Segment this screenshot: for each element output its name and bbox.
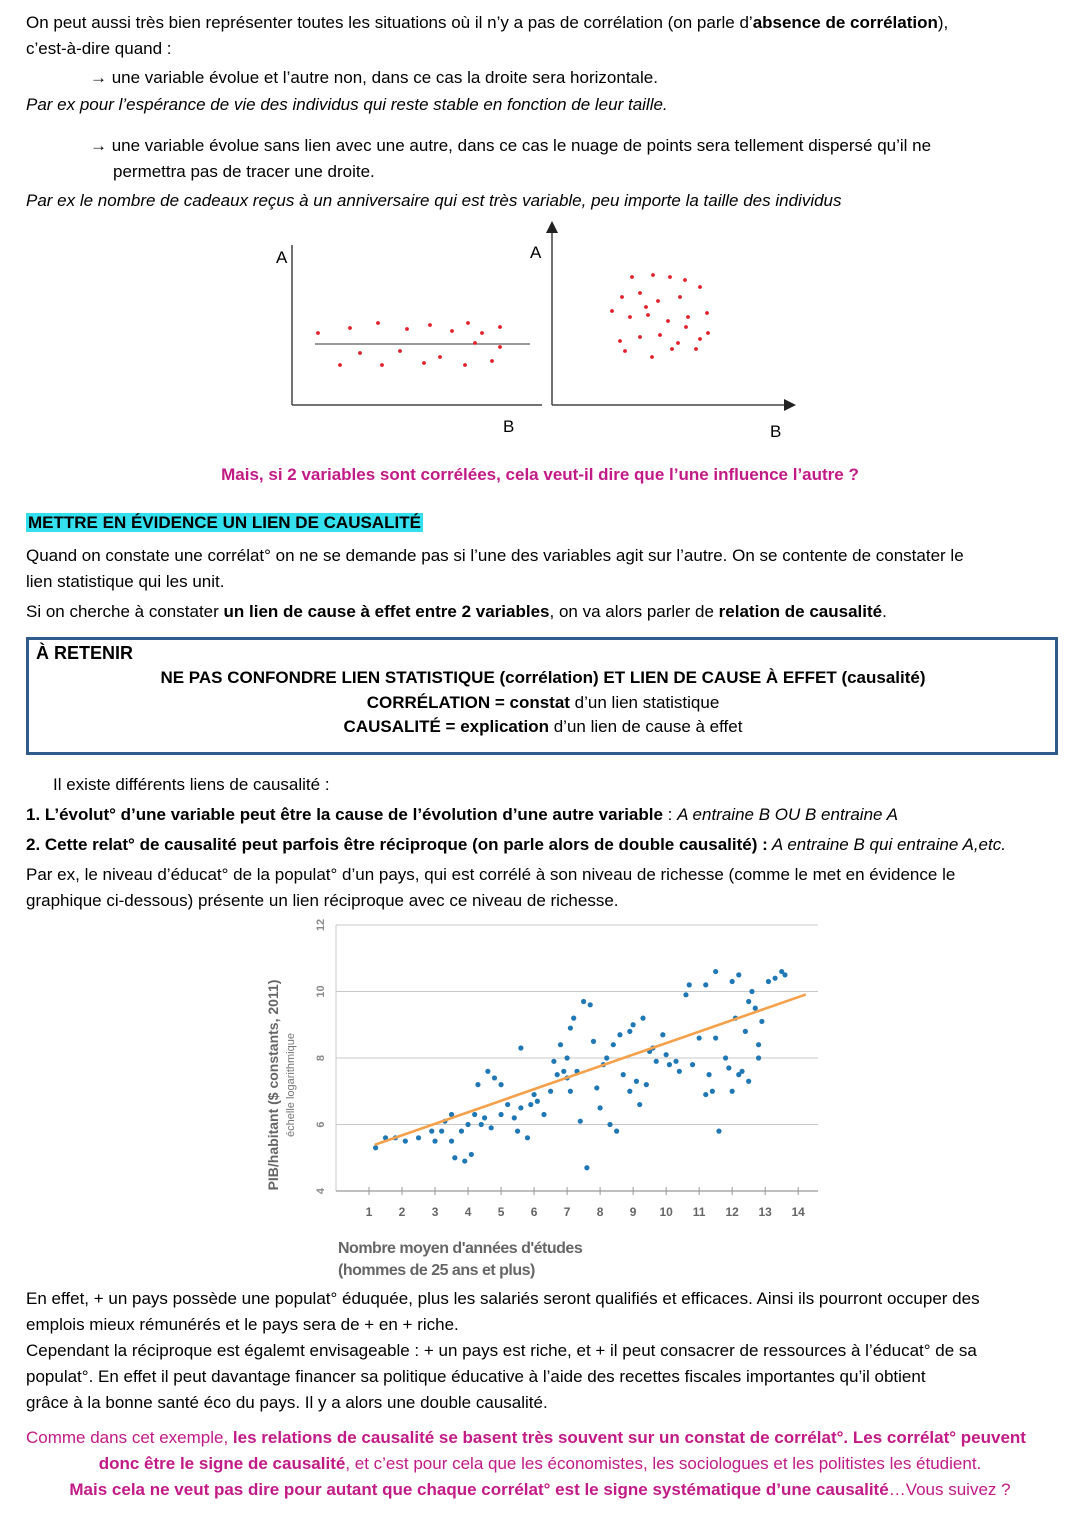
red-point bbox=[450, 329, 454, 333]
left-axis-a-label: A bbox=[276, 248, 288, 267]
chart-x-tick-label: 4 bbox=[464, 1205, 472, 1219]
chart-point bbox=[459, 1129, 464, 1134]
red-point bbox=[490, 359, 494, 363]
chart-x-label-2: (hommes de 25 ans et plus) bbox=[338, 1262, 535, 1279]
chart-x-tick-label: 8 bbox=[596, 1205, 604, 1219]
links-item-1-bold: 1. L’évolut° d’une variable peut être la cause de l’évolution d’une autre variable bbox=[26, 805, 663, 824]
chart-point bbox=[756, 1042, 761, 1047]
links-item-2 bbox=[26, 834, 1006, 856]
section-p2-pre: Si on cherche à constater bbox=[26, 602, 224, 621]
red-point bbox=[348, 326, 352, 330]
red-point bbox=[380, 363, 384, 367]
retenir-correlation: CORRÉLATION = constat bbox=[366, 693, 570, 712]
chart-point bbox=[581, 999, 586, 1004]
chart-point bbox=[617, 1032, 622, 1037]
chart-point bbox=[449, 1139, 454, 1144]
red-point bbox=[638, 335, 642, 339]
chart-point bbox=[703, 1092, 708, 1097]
chart-x-tick-label: 13 bbox=[758, 1205, 772, 1219]
chart-point bbox=[485, 1069, 490, 1074]
chart-point bbox=[660, 1032, 665, 1037]
chart-point bbox=[706, 1072, 711, 1077]
chart-x-tick-label: 5 bbox=[497, 1205, 505, 1219]
chart-x-tick-label: 10 bbox=[659, 1205, 673, 1219]
chart-point bbox=[664, 1052, 669, 1057]
red-point bbox=[438, 355, 442, 359]
chart-point bbox=[373, 1145, 378, 1150]
red-point bbox=[646, 313, 650, 317]
section-p2-bold2: relation de causalité bbox=[718, 602, 883, 621]
red-point bbox=[668, 275, 672, 279]
red-point bbox=[620, 295, 624, 299]
chart-point bbox=[525, 1135, 530, 1140]
chart-point bbox=[489, 1125, 494, 1130]
chart-point bbox=[479, 1122, 484, 1127]
chart-point bbox=[736, 1072, 741, 1077]
links-item-1 bbox=[26, 804, 898, 826]
chart-point bbox=[736, 972, 741, 977]
chart-point bbox=[518, 1045, 523, 1050]
conclusion-p2-line2: populat°. En effet il peut davantage financer sa politique éducative à l’aide des recettes fiscales importantes qu’il obtient bbox=[26, 1367, 926, 1386]
example-life-expectancy: Par ex pour l’espérance de vie des individus qui reste stable en fonction de leur taille. bbox=[26, 95, 668, 114]
retenir-causalite: CAUSALITÉ = explication bbox=[343, 717, 549, 736]
chart-point bbox=[403, 1139, 408, 1144]
chart-point bbox=[555, 1072, 560, 1077]
chart-point bbox=[766, 979, 771, 984]
red-point bbox=[650, 355, 654, 359]
chart-point bbox=[551, 1059, 556, 1064]
chart-x-tick-label: 2 bbox=[398, 1205, 406, 1219]
chart-x-tick-label: 7 bbox=[563, 1205, 571, 1219]
chart-y-label-scale: échelle logarithmique bbox=[285, 1033, 297, 1137]
left-figure bbox=[276, 245, 542, 436]
conclusion-final-line3 bbox=[0, 1479, 1080, 1501]
red-point bbox=[338, 363, 342, 367]
chart-point bbox=[634, 1079, 639, 1084]
retenir-line-2 bbox=[0, 692, 1080, 714]
red-point bbox=[623, 349, 627, 353]
chart-point bbox=[475, 1082, 480, 1087]
conclusion-final-line1 bbox=[26, 1427, 1026, 1449]
retenir-correlation-rest: d’un lien statistique bbox=[569, 693, 720, 712]
red-point bbox=[694, 347, 698, 351]
education-gdp-chart bbox=[250, 915, 830, 1285]
chart-point bbox=[753, 1006, 758, 1011]
chart-point bbox=[465, 1122, 470, 1127]
right-axis-b-label: B bbox=[770, 422, 782, 441]
chart-point bbox=[429, 1129, 434, 1134]
red-point bbox=[658, 333, 662, 337]
chart-x-tick-labels bbox=[366, 1205, 806, 1219]
chart-point bbox=[439, 1129, 444, 1134]
chart-point bbox=[749, 989, 754, 994]
chart-x-tick-label: 3 bbox=[431, 1205, 439, 1219]
chart-point bbox=[697, 1035, 702, 1040]
chart-point bbox=[759, 1019, 764, 1024]
intro-bold: absence de corrélation bbox=[752, 13, 938, 32]
chart-point bbox=[687, 982, 692, 987]
chart-point bbox=[627, 1029, 632, 1034]
chart-point bbox=[535, 1099, 540, 1104]
links-item-2-italic: A entraine B qui entraine A,etc. bbox=[767, 835, 1006, 854]
chart-point bbox=[482, 1115, 487, 1120]
chart-point bbox=[621, 1072, 626, 1077]
conclusion-final-bold3: Mais cela ne veut pas dire pour autant que chaque corrélat° est le signe systématique d’une causalité bbox=[69, 1480, 889, 1499]
chart-point bbox=[505, 1102, 510, 1107]
red-point bbox=[422, 361, 426, 365]
chart-point bbox=[690, 1062, 695, 1067]
chart-point bbox=[730, 1089, 735, 1094]
chart-point bbox=[416, 1135, 421, 1140]
bullet-horizontal: → une variable évolue et l’autre non, dans ce cas la droite sera horizontale. bbox=[90, 68, 658, 87]
red-point bbox=[628, 315, 632, 319]
right-axis-a-label: A bbox=[530, 243, 542, 262]
left-axis-b-label: B bbox=[503, 417, 515, 436]
chart-y-label: PIB/habitant ($ constants, 2011) bbox=[265, 979, 281, 1191]
links-item-2-bold: 2. Cette relat° de causalité peut parfois être réciproque (on parle alors de double causalité) : bbox=[26, 835, 768, 854]
chart-point bbox=[462, 1158, 467, 1163]
chart-point bbox=[746, 999, 751, 1004]
chart-point bbox=[598, 1105, 603, 1110]
links-example-line2: graphique ci-dessous) présente un lien réciproque avec ce niveau de richesse. bbox=[26, 891, 619, 910]
chart-y-tick-label: 8 bbox=[315, 1054, 327, 1062]
chart-point bbox=[561, 1069, 566, 1074]
red-point bbox=[706, 331, 710, 335]
chart-point bbox=[594, 1085, 599, 1090]
red-point bbox=[405, 327, 409, 331]
red-point bbox=[651, 273, 655, 277]
chart-point bbox=[654, 1059, 659, 1064]
red-point bbox=[498, 325, 502, 329]
no-correlation-figures bbox=[260, 215, 820, 445]
chart-point bbox=[452, 1155, 457, 1160]
right-figure bbox=[530, 227, 790, 441]
chart-point bbox=[644, 1082, 649, 1087]
chart-x-tick-label: 9 bbox=[629, 1205, 637, 1219]
chart-point bbox=[743, 1029, 748, 1034]
conclusion-p1-line1: En effet, + un pays possède une populat° éduquée, plus les salariés seront qualifiés et efficaces. Ainsi ils pourront occuper des bbox=[26, 1289, 980, 1308]
conclusion-final-bold2: donc être le signe de causalité bbox=[98, 1454, 346, 1473]
chart-point bbox=[703, 982, 708, 987]
chart-point bbox=[518, 1105, 523, 1110]
section-p1-line1: Quand on constate une corrélat° on ne se demande pas si l’une des variables agit sur l’autre. On se contente de constater le bbox=[26, 546, 964, 565]
chart-point bbox=[713, 1035, 718, 1040]
links-intro: Il existe différents liens de causalité : bbox=[53, 775, 330, 794]
chart-point bbox=[528, 1102, 533, 1107]
chart-point bbox=[756, 1055, 761, 1060]
chart-point bbox=[607, 1122, 612, 1127]
intro-line-1 bbox=[26, 12, 948, 34]
conclusion-p2-line1: Cependant la réciproque est égalemt envisageable : + un pays est riche, et + il peut consacrer de ressources à l’éducat° de sa bbox=[26, 1341, 977, 1360]
links-example-line1: Par ex, le niveau d’éducat° de la populat° d’un pays, qui est corrélé à son niveau de richesse (comme le met en évidence le bbox=[26, 865, 956, 884]
chart-point bbox=[637, 1102, 642, 1107]
retenir-causalite-rest: d’un lien de cause à effet bbox=[549, 717, 743, 736]
red-point bbox=[463, 363, 467, 367]
conclusion-p1-line2: emplois mieux rémunérés et le pays sera de + en + riche. bbox=[26, 1315, 459, 1334]
chart-points bbox=[373, 969, 788, 1170]
chart-point bbox=[515, 1129, 520, 1134]
chart-y-tick-label: 4 bbox=[315, 1187, 327, 1195]
chart-x-tick-label: 6 bbox=[530, 1205, 538, 1219]
intro-text-end: ), bbox=[937, 13, 949, 32]
chart-point bbox=[627, 1089, 632, 1094]
chart-point bbox=[611, 1042, 616, 1047]
chart-point bbox=[492, 1075, 497, 1080]
chart-x-label: Nombre moyen d'années d'études bbox=[338, 1240, 583, 1257]
right-points bbox=[610, 273, 710, 359]
chart-y-tick-label: 6 bbox=[315, 1121, 327, 1128]
chart-point bbox=[591, 1039, 596, 1044]
chart-y-tick-labels bbox=[315, 919, 327, 1194]
retenir-label: À RETENIR bbox=[36, 643, 134, 663]
chart-point bbox=[578, 1119, 583, 1124]
red-point bbox=[705, 311, 709, 315]
section-p2-bold1: un lien de cause à effet entre 2 variables bbox=[223, 602, 550, 621]
chart-point bbox=[640, 1016, 645, 1021]
section-heading bbox=[26, 512, 423, 534]
red-point bbox=[686, 315, 690, 319]
chart-x-axis bbox=[336, 1187, 818, 1195]
intro-line-2: c’est-à-dire quand : bbox=[26, 39, 172, 58]
chart-point bbox=[683, 992, 688, 997]
red-point bbox=[466, 321, 470, 325]
red-point bbox=[638, 291, 642, 295]
chart-point bbox=[564, 1055, 569, 1060]
chart-point bbox=[730, 979, 735, 984]
chart-point bbox=[614, 1129, 619, 1134]
red-point bbox=[473, 341, 477, 345]
section-heading-text: METTRE EN ÉVIDENCE UN LIEN DE CAUSALITÉ bbox=[28, 513, 421, 532]
chart-point bbox=[710, 1089, 715, 1094]
chart-y-tick-label: 12 bbox=[315, 918, 327, 932]
chart-point bbox=[568, 1025, 573, 1030]
red-point bbox=[316, 331, 320, 335]
red-point bbox=[698, 285, 702, 289]
chart-point bbox=[472, 1112, 477, 1117]
chart-x-tick-label: 12 bbox=[725, 1205, 739, 1219]
chart-point bbox=[512, 1115, 517, 1120]
intro-text: On peut aussi très bien représenter toutes les situations où il n’y a pas de corrélation (on parle d’ bbox=[26, 13, 753, 32]
red-point bbox=[610, 309, 614, 313]
red-point bbox=[398, 349, 402, 353]
chart-point bbox=[568, 1089, 573, 1094]
question: Mais, si 2 variables sont corrélées, cela veut-il dire que l’une influence l’autre ? bbox=[221, 465, 859, 484]
chart-x-tick-label: 14 bbox=[791, 1205, 805, 1219]
links-item-1-sep: : bbox=[662, 805, 678, 824]
red-point bbox=[630, 275, 634, 279]
chart-point bbox=[469, 1152, 474, 1157]
chart-point bbox=[588, 1002, 593, 1007]
chart-point bbox=[631, 1022, 636, 1027]
chart-point bbox=[604, 1055, 609, 1060]
red-point bbox=[480, 331, 484, 335]
red-point bbox=[618, 339, 622, 343]
chart-point bbox=[498, 1112, 503, 1117]
red-point bbox=[676, 341, 680, 345]
example-gifts: Par ex le nombre de cadeaux reçus à un anniversaire qui est très variable, peu importe la taille des individus bbox=[26, 191, 842, 210]
chart-x-tick-label: 1 bbox=[365, 1205, 373, 1219]
red-point bbox=[498, 345, 502, 349]
red-point bbox=[684, 325, 688, 329]
chart-x-tick-label: 11 bbox=[692, 1205, 706, 1219]
chart-point bbox=[716, 1129, 721, 1134]
red-point bbox=[670, 347, 674, 351]
chart-point bbox=[677, 1069, 682, 1074]
chart-point bbox=[673, 1059, 678, 1064]
red-point bbox=[358, 351, 362, 355]
retenir-line-3 bbox=[0, 716, 1080, 738]
red-point bbox=[644, 305, 648, 309]
chart-point bbox=[432, 1139, 437, 1144]
conclusion-p2-line3: grâce à la bonne santé éco du pays. Il y a alors une double causalité. bbox=[26, 1393, 548, 1412]
chart-point bbox=[531, 1092, 536, 1097]
chart-point bbox=[498, 1082, 503, 1087]
red-point bbox=[698, 337, 702, 341]
links-item-1-italic: A entraine B OU B entraine A bbox=[677, 805, 898, 824]
chart-point bbox=[723, 1055, 728, 1060]
chart-y-tick-label: 10 bbox=[315, 985, 327, 998]
conclusion-final-bold1: les relations de causalité se basent très souvent sur un constat de corrélat°. Les corrélat° peuvent bbox=[232, 1428, 1026, 1447]
retenir-line-1: NE PAS CONFONDRE LIEN STATISTIQUE (corrélation) ET LIEN DE CAUSE À EFFET (causalité) bbox=[160, 668, 926, 687]
chart-point bbox=[746, 1079, 751, 1084]
chart-point bbox=[558, 1042, 563, 1047]
bullet-dispersed: → une variable évolue sans lien avec une autre, dans ce cas le nuage de points sera tellement dispersé qu’il ne bbox=[90, 136, 932, 155]
chart-point bbox=[713, 969, 718, 974]
red-point bbox=[666, 319, 670, 323]
red-point bbox=[683, 278, 687, 282]
conclusion-final-pre: Comme dans cet exemple, bbox=[26, 1428, 233, 1447]
section-p2-mid: , on va alors parler de bbox=[549, 602, 719, 621]
chart-point bbox=[571, 1016, 576, 1021]
chart-point bbox=[782, 972, 787, 977]
chart-point bbox=[772, 976, 777, 981]
conclusion-final-line2 bbox=[0, 1453, 1080, 1475]
red-point bbox=[428, 323, 432, 327]
section-p2-post: . bbox=[882, 602, 887, 621]
conclusion-final-rest3: …Vous suivez ? bbox=[888, 1480, 1011, 1499]
red-point bbox=[376, 321, 380, 325]
bullet-dispersed-cont: permettra pas de tracer une droite. bbox=[113, 162, 375, 181]
conclusion-final-rest2: , et c’est pour cela que les économistes, les sociologues et les politistes les étudient. bbox=[345, 1454, 982, 1473]
chart-point bbox=[726, 1065, 731, 1070]
section-p1-line2: lien statistique qui les unit. bbox=[26, 572, 225, 591]
chart-grid bbox=[336, 925, 818, 1191]
chart-point bbox=[667, 1062, 672, 1067]
red-point bbox=[678, 295, 682, 299]
red-point bbox=[656, 299, 660, 303]
section-p2 bbox=[26, 601, 887, 623]
chart-point bbox=[541, 1112, 546, 1117]
chart-point bbox=[584, 1165, 589, 1170]
chart-point bbox=[548, 1089, 553, 1094]
